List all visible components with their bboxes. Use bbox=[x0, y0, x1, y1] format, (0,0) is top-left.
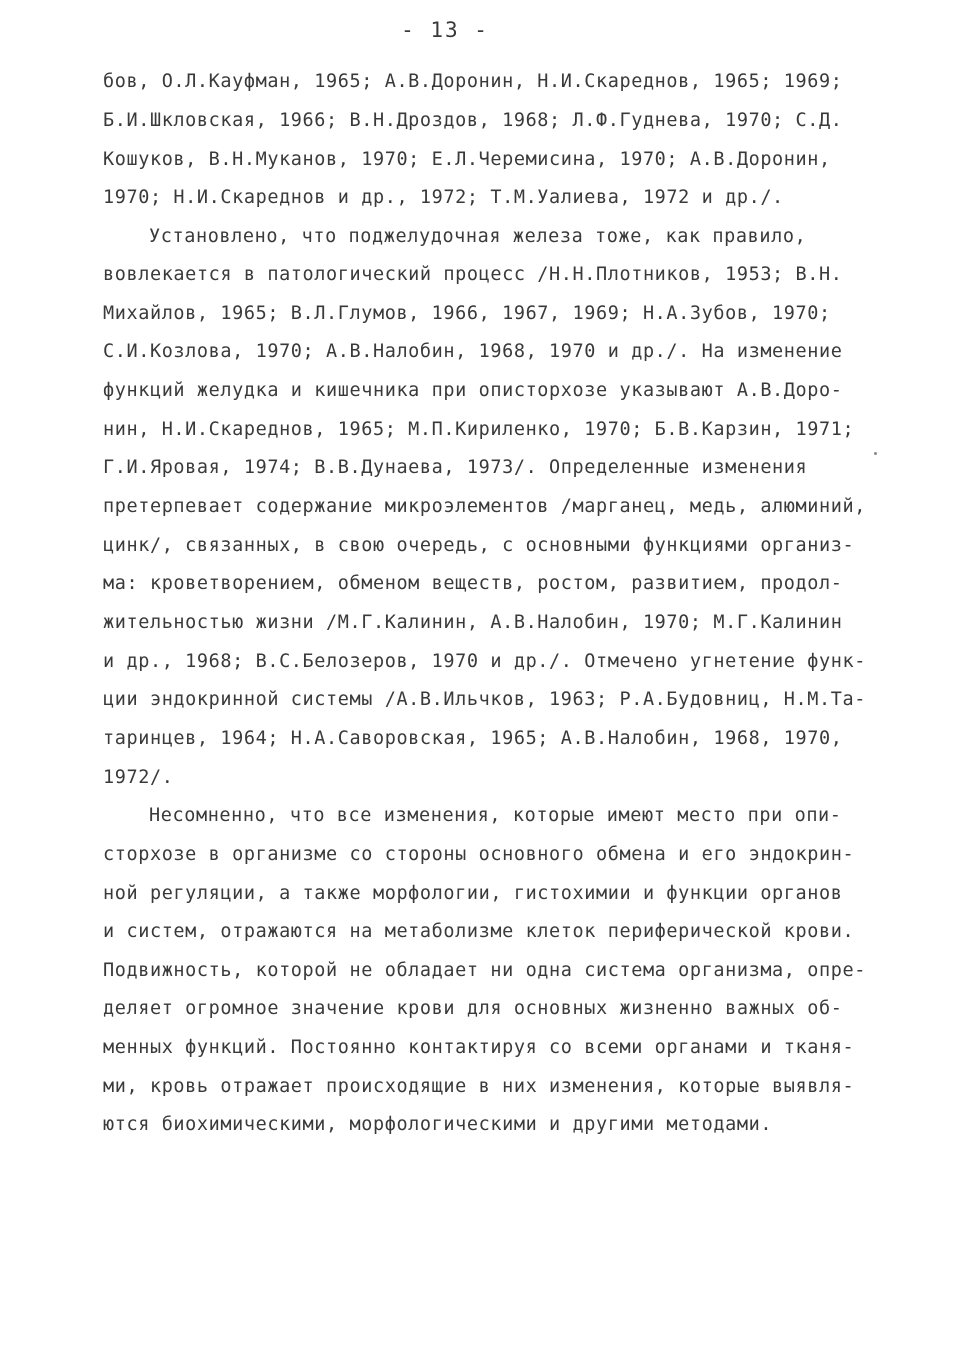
text-line: Подвижность, которой не обладает ни одна система организма, опре- bbox=[103, 960, 866, 981]
text-line: 1972/. bbox=[103, 767, 174, 788]
text-line: Михайлов, 1965; В.Л.Глумов, 1966, 1967, 1969; Н.А.Зубов, 1970; bbox=[103, 303, 831, 324]
text-line: С.И.Козлова, 1970; А.В.Налобин, 1968, 1970 и др./. На изменение bbox=[103, 341, 843, 362]
text-line: и систем, отражаются на метаболизме клеток периферической крови. bbox=[103, 921, 855, 942]
text-line: 1970; Н.И.Скареднов и др., 1972; Т.М.Уалиева, 1972 и др./. bbox=[103, 187, 784, 208]
text-line: ются биохимическими, морфологическими и другими методами. bbox=[103, 1114, 773, 1135]
text-line: менных функций. Постоянно контактируя со всеми органами и тканя- bbox=[103, 1037, 855, 1058]
text-line: функций желудка и кишечника при описторхозе указывают А.В.Доро- bbox=[103, 380, 843, 401]
text-line: нин, Н.И.Скареднов, 1965; М.П.Кириленко, 1970; Б.В.Карзин, 1971; bbox=[103, 419, 855, 440]
text-line: Г.И.Яровая, 1974; В.В.Дунаева, 1973/. Определенные изменения bbox=[103, 457, 808, 478]
text-line: сторхозе в организме со стороны основного обмена и его эндокрин- bbox=[103, 844, 855, 865]
paragraph-start-line: Несомненно, что все изменения, которые имеют место при опи- bbox=[149, 805, 842, 826]
text-line: Кошуков, В.Н.Муканов, 1970; Е.Л.Черемисина, 1970; А.В.Доронин, bbox=[103, 149, 831, 170]
text-line: ми, кровь отражает происходящие в них изменения, которые выявля- bbox=[103, 1076, 855, 1097]
text-line: ной регуляции, а также морфологии, гистохимии и функции органов bbox=[103, 883, 843, 904]
text-line: бов, О.Л.Кауфман, 1965; А.В.Доронин, Н.И.Скареднов, 1965; 1969; bbox=[103, 71, 843, 92]
text-line: и др., 1968; В.С.Белозеров, 1970 и др./. Отмечено угнетение функ- bbox=[103, 651, 866, 672]
text-line: таринцев, 1964; Н.А.Саворовская, 1965; А.В.Налобин, 1968, 1970, bbox=[103, 728, 843, 749]
text-line: вовлекается в патологический процесс /Н.Н.Плотников, 1953; В.Н. bbox=[103, 264, 843, 285]
text-line: Б.И.Шкловская, 1966; В.Н.Дроздов, 1968; Л.Ф.Гуднева, 1970; С.Д. bbox=[103, 110, 843, 131]
text-line: цинк/, связанных, в свою очередь, с основными функциями организ- bbox=[103, 535, 855, 556]
text-line: ма: кроветворением, обменом веществ, ростом, развитием, продол- bbox=[103, 573, 843, 594]
text-line: деляет огромное значение крови для основных жизненно важных об- bbox=[103, 998, 843, 1019]
page-number: - 13 - bbox=[401, 18, 489, 42]
ink-speck bbox=[874, 452, 877, 455]
text-line: ции эндокринной системы /А.В.Ильчков, 1963; Р.А.Будовниц, Н.М.Та- bbox=[103, 689, 866, 710]
text-line: жительностью жизни /М.Г.Калинин, А.В.Налобин, 1970; М.Г.Калинин bbox=[103, 612, 843, 633]
text-line: претерпевает содержание микроэлементов /марганец, медь, алюминий, bbox=[103, 496, 866, 517]
paragraph-start-line: Установлено, что поджелудочная железа тоже, как правило, bbox=[149, 226, 807, 247]
